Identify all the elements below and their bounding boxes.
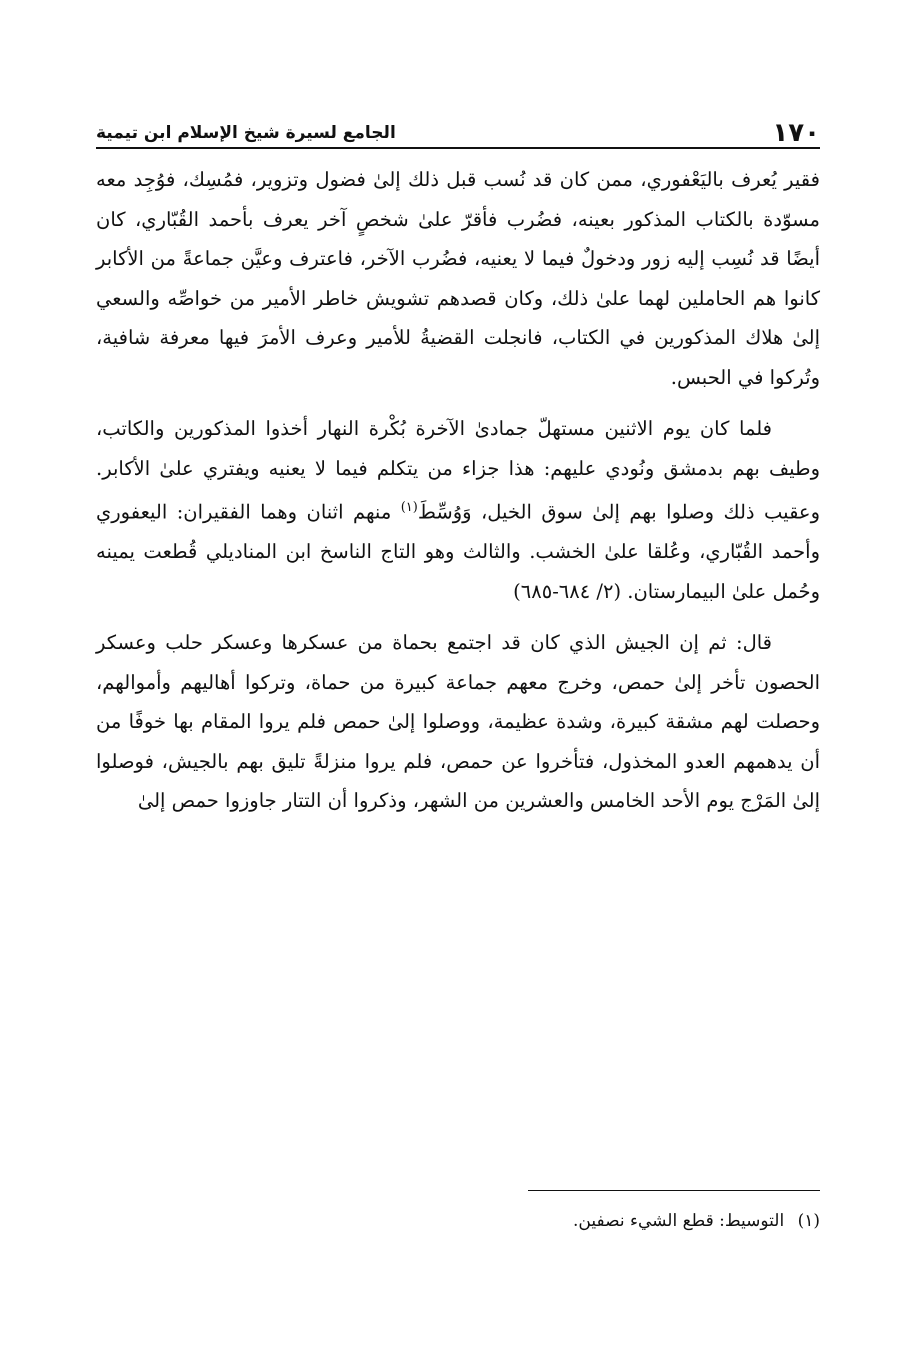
paragraph-1 (96, 160, 820, 397)
running-title: الجامع لسيرة شيخ الإسلام ابن تيمية (96, 123, 396, 143)
footnote-number: (١) (797, 1211, 820, 1231)
footnote-text: التوسيط: قطع الشيء نصفين. (573, 1211, 785, 1231)
page-header (96, 108, 820, 148)
paragraph-2 (96, 409, 820, 611)
footnote (96, 1206, 820, 1236)
main-text (96, 160, 820, 821)
paragraph-3-text: قال: ثم إن الجيش الذي كان قد اجتمع بحماة من عسكرها وعسكر حلب وعسكر الحصون تأخر إلىٰ حمص، وخرج معهم جماعة كبيرة من حماة، وتركوا أهاليهم وأموالهم، وحصلت لهم مشقة كبيرة، وشدة عظيمة، ووصلوا إلىٰ حمص فلم يروا المقام بها خوفًا من أن يدهمهم العدو المخذول، فتأخروا عن حمص، فلم يروا منزلةً تليق بهم بالجيش، فوصلوا إلىٰ المَرْج يوم الأحد الخامس والعشرين من الشهر، وذكروا أن التتار جاوزوا حمص إلىٰ (96, 631, 820, 812)
footnote-reference[interactable]: (١) (400, 500, 418, 515)
paragraph-2-text-end: منهم اثنان وهما الفقيران: اليعفوري وأحمد القُبّاري، وعُلقا علىٰ الخشب. والثالث وهو التاج الناسخ ابن المناديلي قُطعت يمينه وحُمل علىٰ البيمارستان. (٢/ ٦٨٤-٦٨٥) (96, 500, 820, 603)
header-divider (96, 147, 820, 149)
footnote-divider (528, 1190, 820, 1191)
paragraph-2-text-start: فلما كان يوم الاثنين مستهلّ جمادىٰ الآخرة بُكْرة النهار أخذوا المذكورين والكاتب، وطيف بهم بدمشق ونُودي عليهم: هذا جزاء من يتكلم فيما لا يعنيه ويفتري علىٰ الأكابر. وعقيب ذلك وصلوا بهم إلىٰ سوق الخيل، وَوُسِّطَ (96, 417, 820, 524)
paragraph-1-text: فقير يُعرف باليَعْفوري، ممن كان قد نُسب قبل ذلك إلىٰ فضول وتزوير، فمُسِك، فوُجِد معه مسوّدة بالكتاب المذكور بعينه، فضُرب فأقرّ علىٰ شخصٍ آخر يعرف بأحمد القُبّاري، كان أيضًا قد نُسِب إليه زور ودخولٌ فيما لا يعنيه، فضُرب الآخر، فاعترف وعيَّن جماعةً من الأكابر كانوا هم الحاملين لهما علىٰ ذلك، وكان قصدهم تشويش خاطر الأمير من خواصِّه والسعي إلىٰ هلاك المذكورين في الكتاب، فانجلت القضيةُ للأمير وعرف الأمرَ فيها معرفة شافية، وتُركوا في الحبس. (96, 168, 820, 389)
paragraph-3 (96, 623, 820, 821)
page-number: ١٧٠ (772, 118, 820, 148)
